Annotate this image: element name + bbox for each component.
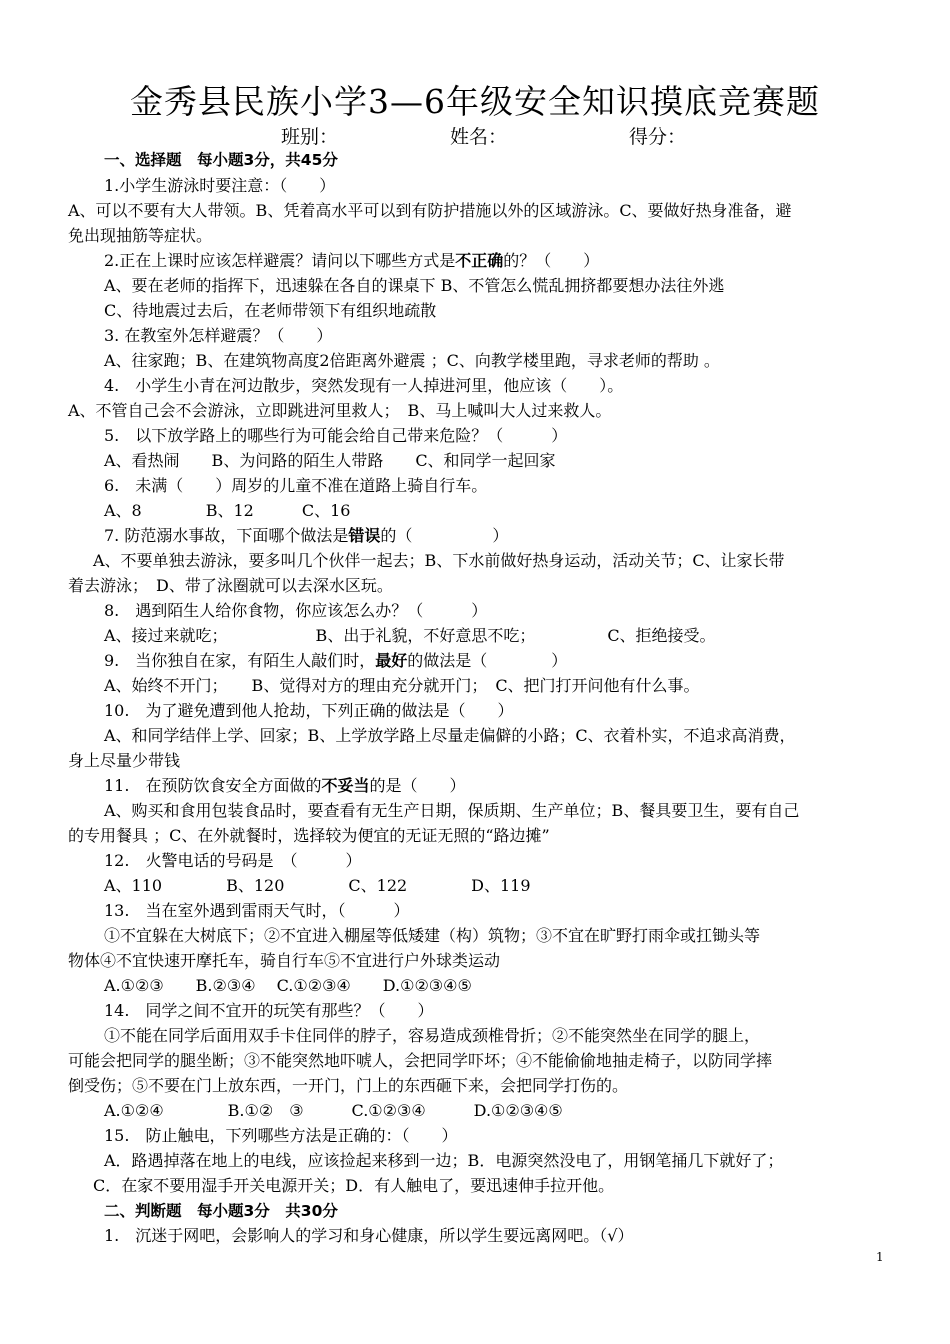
- question-9-options: A、始终不开门； B、觉得对方的理由充分就开门； C、把门打开问他有什么事。: [104, 676, 700, 695]
- question-4-options: A、不管自己会不会游泳，立即跳进河里救人； B、马上喊叫大人过来救人。: [68, 401, 612, 420]
- question-1: 1.小学生游泳时要注意：（ ）: [104, 176, 336, 195]
- question-11-options-cont: 的专用餐具 ；C、在外就餐时，选择较为便宜的无证无照的“路边摊”: [68, 826, 550, 845]
- question-3-options: A、往家跑；B、在建筑物高度2倍距离外避震 ；C、向教学楼里跑，寻求老师的帮助 。: [104, 351, 720, 370]
- name-label: 姓名：: [450, 126, 508, 148]
- question-2-options: A、要在老师的指挥下，迅速躲在各自的课桌下 B、不管怎么慌乱拥挤都要想办法往外逃: [104, 276, 725, 295]
- page-number: 1: [876, 1250, 884, 1264]
- question-14-statements: ①不能在同学后面用双手卡住同伴的脖子，容易造成颈椎骨折；②不能突然坐在同学的腿上，: [104, 1026, 761, 1045]
- class-label: 班别：: [281, 126, 339, 148]
- section-heading-choice: 一、选择题 每小题3分，共45分: [104, 151, 338, 169]
- question-2-options-cont: C、待地震过去后，在老师带领下有组织地疏散: [104, 301, 437, 320]
- question-14-statements-cont: 可能会把同学的腿坐断；③不能突然地吓唬人，会把同学吓坏；④不能偷偷地抽走椅子，以防同学摔: [68, 1051, 773, 1070]
- page-title: 金秀县民族小学3—6年级安全知识摸底竞赛题: [130, 82, 820, 121]
- question-11: 11. 在预防饮食安全方面做的不妥当的是（ ）: [104, 776, 466, 795]
- question-8-options: A、接过来就吃； B、出于礼貌，不好意思不吃； C、拒绝接受。: [104, 626, 716, 645]
- question-5: 5. 以下放学路上的哪些行为可能会给自己带来危险？（ ）: [104, 426, 568, 445]
- question-4: 4. 小学生小青在河边散步，突然发现有一人掉进河里，他应该（ ）。: [104, 376, 624, 395]
- question-14-statements-cont2: 倒受伤；⑤不要在门上放东西，一开门，门上的东西砸下来，会把同学打伤的。: [68, 1076, 629, 1095]
- question-5-options: A、看热闹 B、为问路的陌生人带路 C、和同学一起回家: [104, 451, 556, 470]
- question-15: 15. 防止触电，下列哪些方法是正确的：（ ）: [104, 1126, 458, 1145]
- question-15-options-cont: C．在家不要用湿手开关电源开关；D．有人触电了，要迅速伸手拉开他。: [93, 1176, 615, 1195]
- score-label: 得分：: [629, 126, 687, 148]
- question-10: 10. 为了避免遭到他人抢劫，下列正确的做法是（ ）: [104, 701, 514, 720]
- question-12-options: A、110 B、120 C、122 D、119: [104, 876, 531, 895]
- question-11-options: A、购买和食用包装食品时，要查看有无生产日期，保质期、生产单位；B、餐具要卫生，要有自己: [104, 801, 800, 820]
- question-1-options-cont: 免出现抽筋等症状。: [68, 226, 213, 245]
- question-6: 6. 未满（ ）周岁的儿童不准在道路上骑自行车。: [104, 476, 488, 495]
- question-3: 3. 在教室外怎样避震？（ ）: [104, 326, 333, 345]
- question-12: 12. 火警电话的号码是 （ ）: [104, 851, 362, 870]
- question-10-options-cont: 身上尽量少带钱: [68, 751, 181, 770]
- question-14: 14. 同学之间不宜开的玩笑有那些？（ ）: [104, 1001, 434, 1020]
- question-7-options-cont: 着去游泳； D、带了泳圈就可以去深水区玩。: [68, 576, 393, 595]
- question-10-options: A、和同学结伴上学、回家；B、上学放学路上尽量走偏僻的小路；C、衣着朴实，不追求高消费，: [104, 726, 796, 745]
- question-9: 9. 当你独自在家，有陌生人敲们时，最好的做法是（ ）: [104, 651, 568, 670]
- question-14-options: A.①②④ B.①② ③ C.①②③④ D.①②③④⑤: [104, 1101, 563, 1120]
- section-heading-judgement: 二、判断题 每小题3分 共30分: [104, 1202, 338, 1220]
- question-1-options: A、可以不要有大人带领。B、凭着高水平可以到有防护措施以外的区域游泳。C、要做好热身准备，避: [68, 201, 792, 220]
- question-13: 13. 当在室外遇到雷雨天气时，（ ）: [104, 901, 410, 920]
- question-8: 8. 遇到陌生人给你食物，你应该怎么办？（ ）: [104, 601, 488, 620]
- question-2: 2.正在上课时应该怎样避震？请问以下哪些方式是不正确的？（ ）: [104, 251, 600, 270]
- question-13-statements: ①不宜躲在大树底下；②不宜进入棚屋等低矮建（构）筑物；③不宜在旷野打雨伞或扛锄头等: [104, 926, 761, 945]
- judgement-1: 1. 沉迷于网吧，会影响人的学习和身心健康，所以学生要远离网吧。（√）: [104, 1226, 634, 1245]
- question-13-statements-cont: 物体④不宜快速开摩托车，骑自行车⑤不宜进行户外球类运动: [68, 951, 501, 970]
- question-7-options: A、不要单独去游泳，要多叫几个伙伴一起去；B、下水前做好热身运动，活动关节；C、让家长带: [93, 551, 785, 570]
- question-15-options: A．路遇掉落在地上的电线，应该捡起来移到一边；B．电源突然没电了，用钢笔捅几下就好了；: [104, 1151, 784, 1170]
- question-7: 7. 防范溺水事故，下面哪个做法是错误的（ ）: [104, 526, 509, 545]
- question-6-options: A、8 B、12 C、16: [104, 501, 351, 520]
- question-13-options: A.①②③ B.②③④ C.①②③④ D.①②③④⑤: [104, 976, 472, 995]
